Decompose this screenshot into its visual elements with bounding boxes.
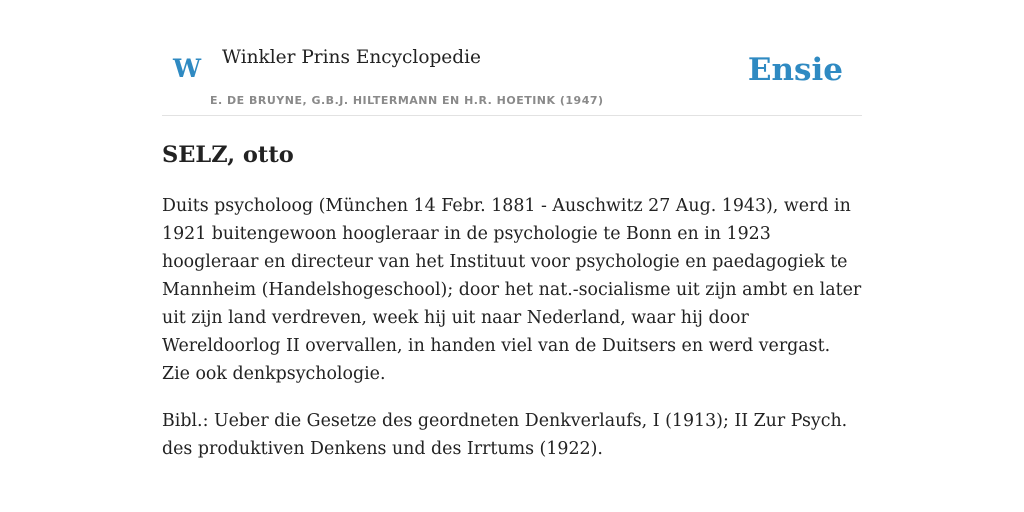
winkler-prins-logo[interactable]: W [173,54,202,83]
source-header [162,0,862,116]
entry-paragraph-description: Duits psycholoog (München 14 Febr. 1881 - Auschwitz 27 Aug. 1943), werd in 1921 buitengewoon hoogleraar in de psychologie te Bonn en in 1923 hoogleraar en directeur van het Instituut voor psychologie en paedagogiek te Mannheim (Handelshogeschool); door het nat.-socialisme uit zijn ambt en later uit zijn land verdreven, week hij uit naar Nederland, waar hij door Wereldoorlog II overvallen, in handen viel van de Duitsers en werd vergast. Zie ook denkpsychologie. [162,196,862,384]
encyclopedia-page [162,0,862,512]
entry-title: SELZ, otto [162,142,294,168]
entry-body [162,192,862,482]
entry-paragraph-bibliography: Bibl.: Ueber die Gesetze des geordneten Denkverlaufs, I (1913); II Zur Psych. des produktiven Denkens und des Irrtums (1922). [162,411,848,459]
ensie-logo[interactable]: Ensie [747,52,843,88]
source-title[interactable]: Winkler Prins Encyclopedie [222,47,481,68]
source-authors: E. DE BRUYNE, G.B.J. HILTERMANN EN H.R. HOETINK (1947) [210,94,604,107]
